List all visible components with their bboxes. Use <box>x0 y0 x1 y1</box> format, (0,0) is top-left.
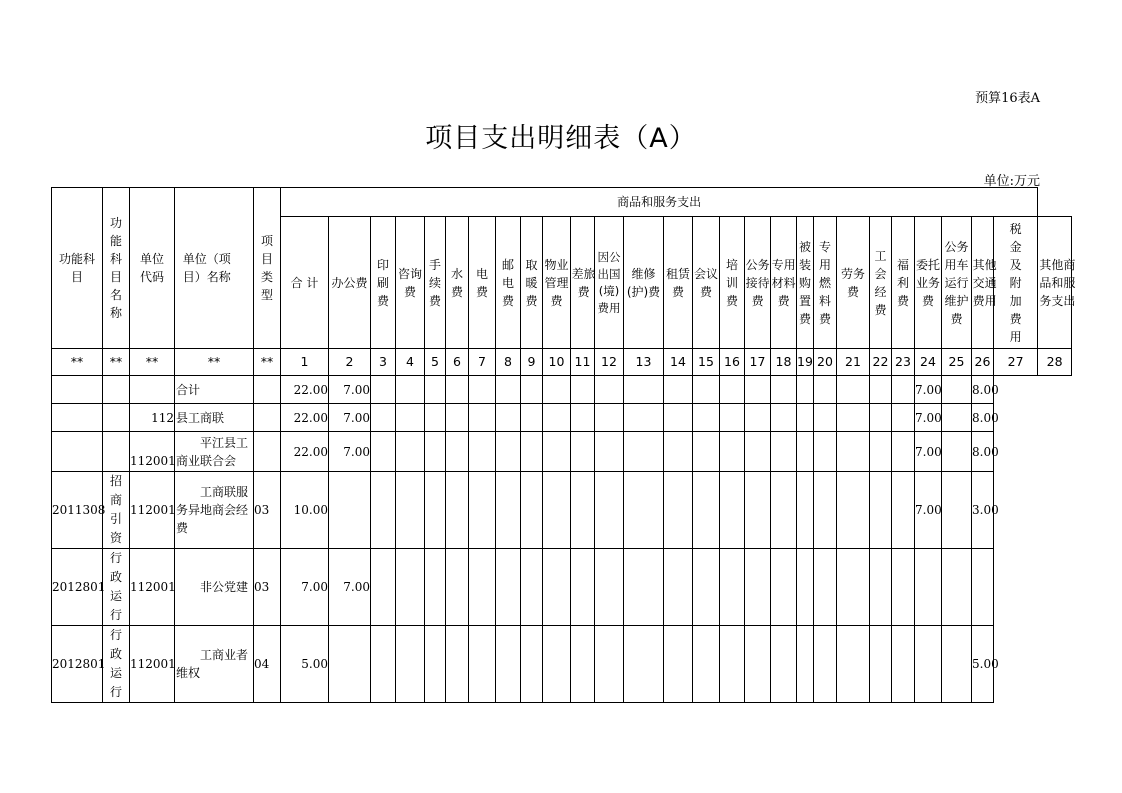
header-col-2: 办公费 <box>329 217 371 349</box>
cell-func-name <box>103 404 130 432</box>
cell-type <box>254 432 281 472</box>
star-cell: ** <box>254 349 281 376</box>
cell-office <box>329 472 371 549</box>
header-col-24: 委托业务费 <box>915 217 942 349</box>
cell-func-name: 行政运行 <box>103 549 130 626</box>
cell-other-goods: 8.00 <box>972 404 994 432</box>
header-col-14: 租赁费 <box>664 217 693 349</box>
star-cell: ** <box>52 349 103 376</box>
cell-func-name <box>103 432 130 472</box>
cell-code <box>130 376 175 404</box>
cell-other-transport: 7.00 <box>915 404 942 432</box>
header-col-3: 印刷费 <box>371 217 396 349</box>
col-number: 26 <box>972 349 994 376</box>
table-row <box>52 404 1072 432</box>
header-col-10: 物业管理费 <box>543 217 571 349</box>
col-number: 20 <box>814 349 837 376</box>
header-col-7: 电费 <box>469 217 496 349</box>
col-number: 2 <box>329 349 371 376</box>
header-col-20: 专用燃料费 <box>814 217 837 349</box>
cell-code: 112001 <box>130 626 175 703</box>
cell-func <box>52 404 103 432</box>
header-col-1: 合 计 <box>281 217 329 349</box>
col-number: 11 <box>571 349 595 376</box>
header-col-17: 公务接待费 <box>745 217 771 349</box>
col-number: 10 <box>543 349 571 376</box>
table-row <box>52 376 1072 404</box>
cell-type <box>254 404 281 432</box>
cell-other-transport: 7.00 <box>915 376 942 404</box>
header-col-19: 被装购置费 <box>797 217 814 349</box>
cell-other-goods: 3.00 <box>972 472 994 549</box>
cell-other-transport <box>915 626 942 703</box>
star-cell: ** <box>175 349 254 376</box>
cell-other-goods <box>972 549 994 626</box>
budget-table <box>51 187 1076 703</box>
cell-func: 2011308 <box>52 472 103 549</box>
cell-name: 合计 <box>175 376 254 404</box>
col-number: 8 <box>496 349 521 376</box>
header-col-16: 培训费 <box>720 217 745 349</box>
header-unit-name: 单位（项目）名称 <box>175 188 254 349</box>
cell-other-transport: 7.00 <box>915 432 942 472</box>
col-number: 19 <box>797 349 814 376</box>
cell-type: 03 <box>254 472 281 549</box>
col-number: 21 <box>837 349 870 376</box>
header-col-5: 手续费 <box>425 217 446 349</box>
cell-name: 县工商联 <box>175 404 254 432</box>
col-number: 25 <box>942 349 972 376</box>
header-col-25: 公务用车运行维护费 <box>942 217 972 349</box>
unit-label: 单位:万元 <box>983 174 1040 189</box>
col-number: 6 <box>446 349 469 376</box>
header-col-22: 工会经费 <box>870 217 892 349</box>
header-row-main <box>52 188 1072 217</box>
cell-name: 非公党建 <box>175 549 254 626</box>
col-number: 14 <box>664 349 693 376</box>
col-number: 16 <box>720 349 745 376</box>
cell-func-name: 招商引资 <box>103 472 130 549</box>
col-number: 13 <box>624 349 664 376</box>
header-row-numbers <box>52 349 1072 376</box>
page-title: 项目支出明细表（A） <box>425 123 697 154</box>
col-number: 1 <box>281 349 329 376</box>
col-number: 15 <box>693 349 720 376</box>
cell-total: 22.00 <box>281 376 329 404</box>
col-number: 28 <box>1038 349 1072 376</box>
col-number: 4 <box>396 349 425 376</box>
header-col-26: 其他交通费用 <box>972 217 994 349</box>
col-number: 3 <box>371 349 396 376</box>
header-col-18: 专用材料费 <box>771 217 797 349</box>
cell-name: 工商业者维权 <box>175 626 254 703</box>
cell-code: 112001 <box>130 549 175 626</box>
col-number: 23 <box>892 349 915 376</box>
col-number: 18 <box>771 349 797 376</box>
col-number: 24 <box>915 349 942 376</box>
cell-total: 10.00 <box>281 472 329 549</box>
cell-name: 工商联服务异地商会经费 <box>175 472 254 549</box>
header-func-subject-name: 功能科目名称 <box>103 188 130 349</box>
cell-code: 112001 <box>130 432 175 472</box>
col-number: 7 <box>469 349 496 376</box>
cell-type: 03 <box>254 549 281 626</box>
header-unit-code: 单位代码 <box>130 188 175 349</box>
header-col-13: 维修(护)费 <box>624 217 664 349</box>
header-col-8: 邮电费 <box>496 217 521 349</box>
cell-type: 04 <box>254 626 281 703</box>
cell-other-goods: 8.00 <box>972 432 994 472</box>
header-col-11: 差旅费 <box>571 217 595 349</box>
cell-func: 2012801 <box>52 549 103 626</box>
doc-code: 预算16表A <box>975 91 1040 106</box>
cell-func-name: 行政运行 <box>103 626 130 703</box>
col-number: 12 <box>595 349 624 376</box>
header-col-23: 福利费 <box>892 217 915 349</box>
table-row <box>52 626 1072 703</box>
header-col-12: 因公出国(境)费用 <box>595 217 624 349</box>
cell-office: 7.00 <box>329 376 371 404</box>
header-col-15: 会议费 <box>693 217 720 349</box>
col-number: 9 <box>521 349 543 376</box>
cell-office: 7.00 <box>329 404 371 432</box>
col-number: 27 <box>994 349 1038 376</box>
table-row <box>52 432 1072 472</box>
cell-total: 22.00 <box>281 432 329 472</box>
cell-func <box>52 376 103 404</box>
cell-office: 7.00 <box>329 432 371 472</box>
cell-code: 112 <box>130 404 175 432</box>
cell-func-name <box>103 376 130 404</box>
header-col-4: 咨询费 <box>396 217 425 349</box>
cell-name: 平江县工商业联合会 <box>175 432 254 472</box>
star-cell: ** <box>130 349 175 376</box>
col-number: 17 <box>745 349 771 376</box>
header-col-27: 税金及附加费用 <box>994 217 1038 349</box>
cell-func <box>52 432 103 472</box>
table-row <box>52 549 1072 626</box>
col-number: 5 <box>425 349 446 376</box>
header-group-title: 商品和服务支出 <box>281 188 1038 217</box>
cell-other-transport: 7.00 <box>915 472 942 549</box>
cell-office <box>329 626 371 703</box>
cell-other-goods: 8.00 <box>972 376 994 404</box>
cell-total: 5.00 <box>281 626 329 703</box>
star-cell: ** <box>103 349 130 376</box>
cell-type <box>254 376 281 404</box>
table-row <box>52 472 1072 549</box>
col-number: 22 <box>870 349 892 376</box>
cell-other-transport <box>915 549 942 626</box>
header-col-6: 水费 <box>446 217 469 349</box>
cell-other-goods: 5.00 <box>972 626 994 703</box>
header-col-28: 其他商品和服务支出 <box>1038 217 1072 349</box>
cell-func: 2012801 <box>52 626 103 703</box>
header-project-type: 项目类型 <box>254 188 281 349</box>
cell-code: 112001 <box>130 472 175 549</box>
cell-total: 7.00 <box>281 549 329 626</box>
cell-office: 7.00 <box>329 549 371 626</box>
header-col-21: 劳务费 <box>837 217 870 349</box>
header-col-9: 取暖费 <box>521 217 543 349</box>
header-func-subject: 功能科目 <box>52 188 103 349</box>
cell-total: 22.00 <box>281 404 329 432</box>
